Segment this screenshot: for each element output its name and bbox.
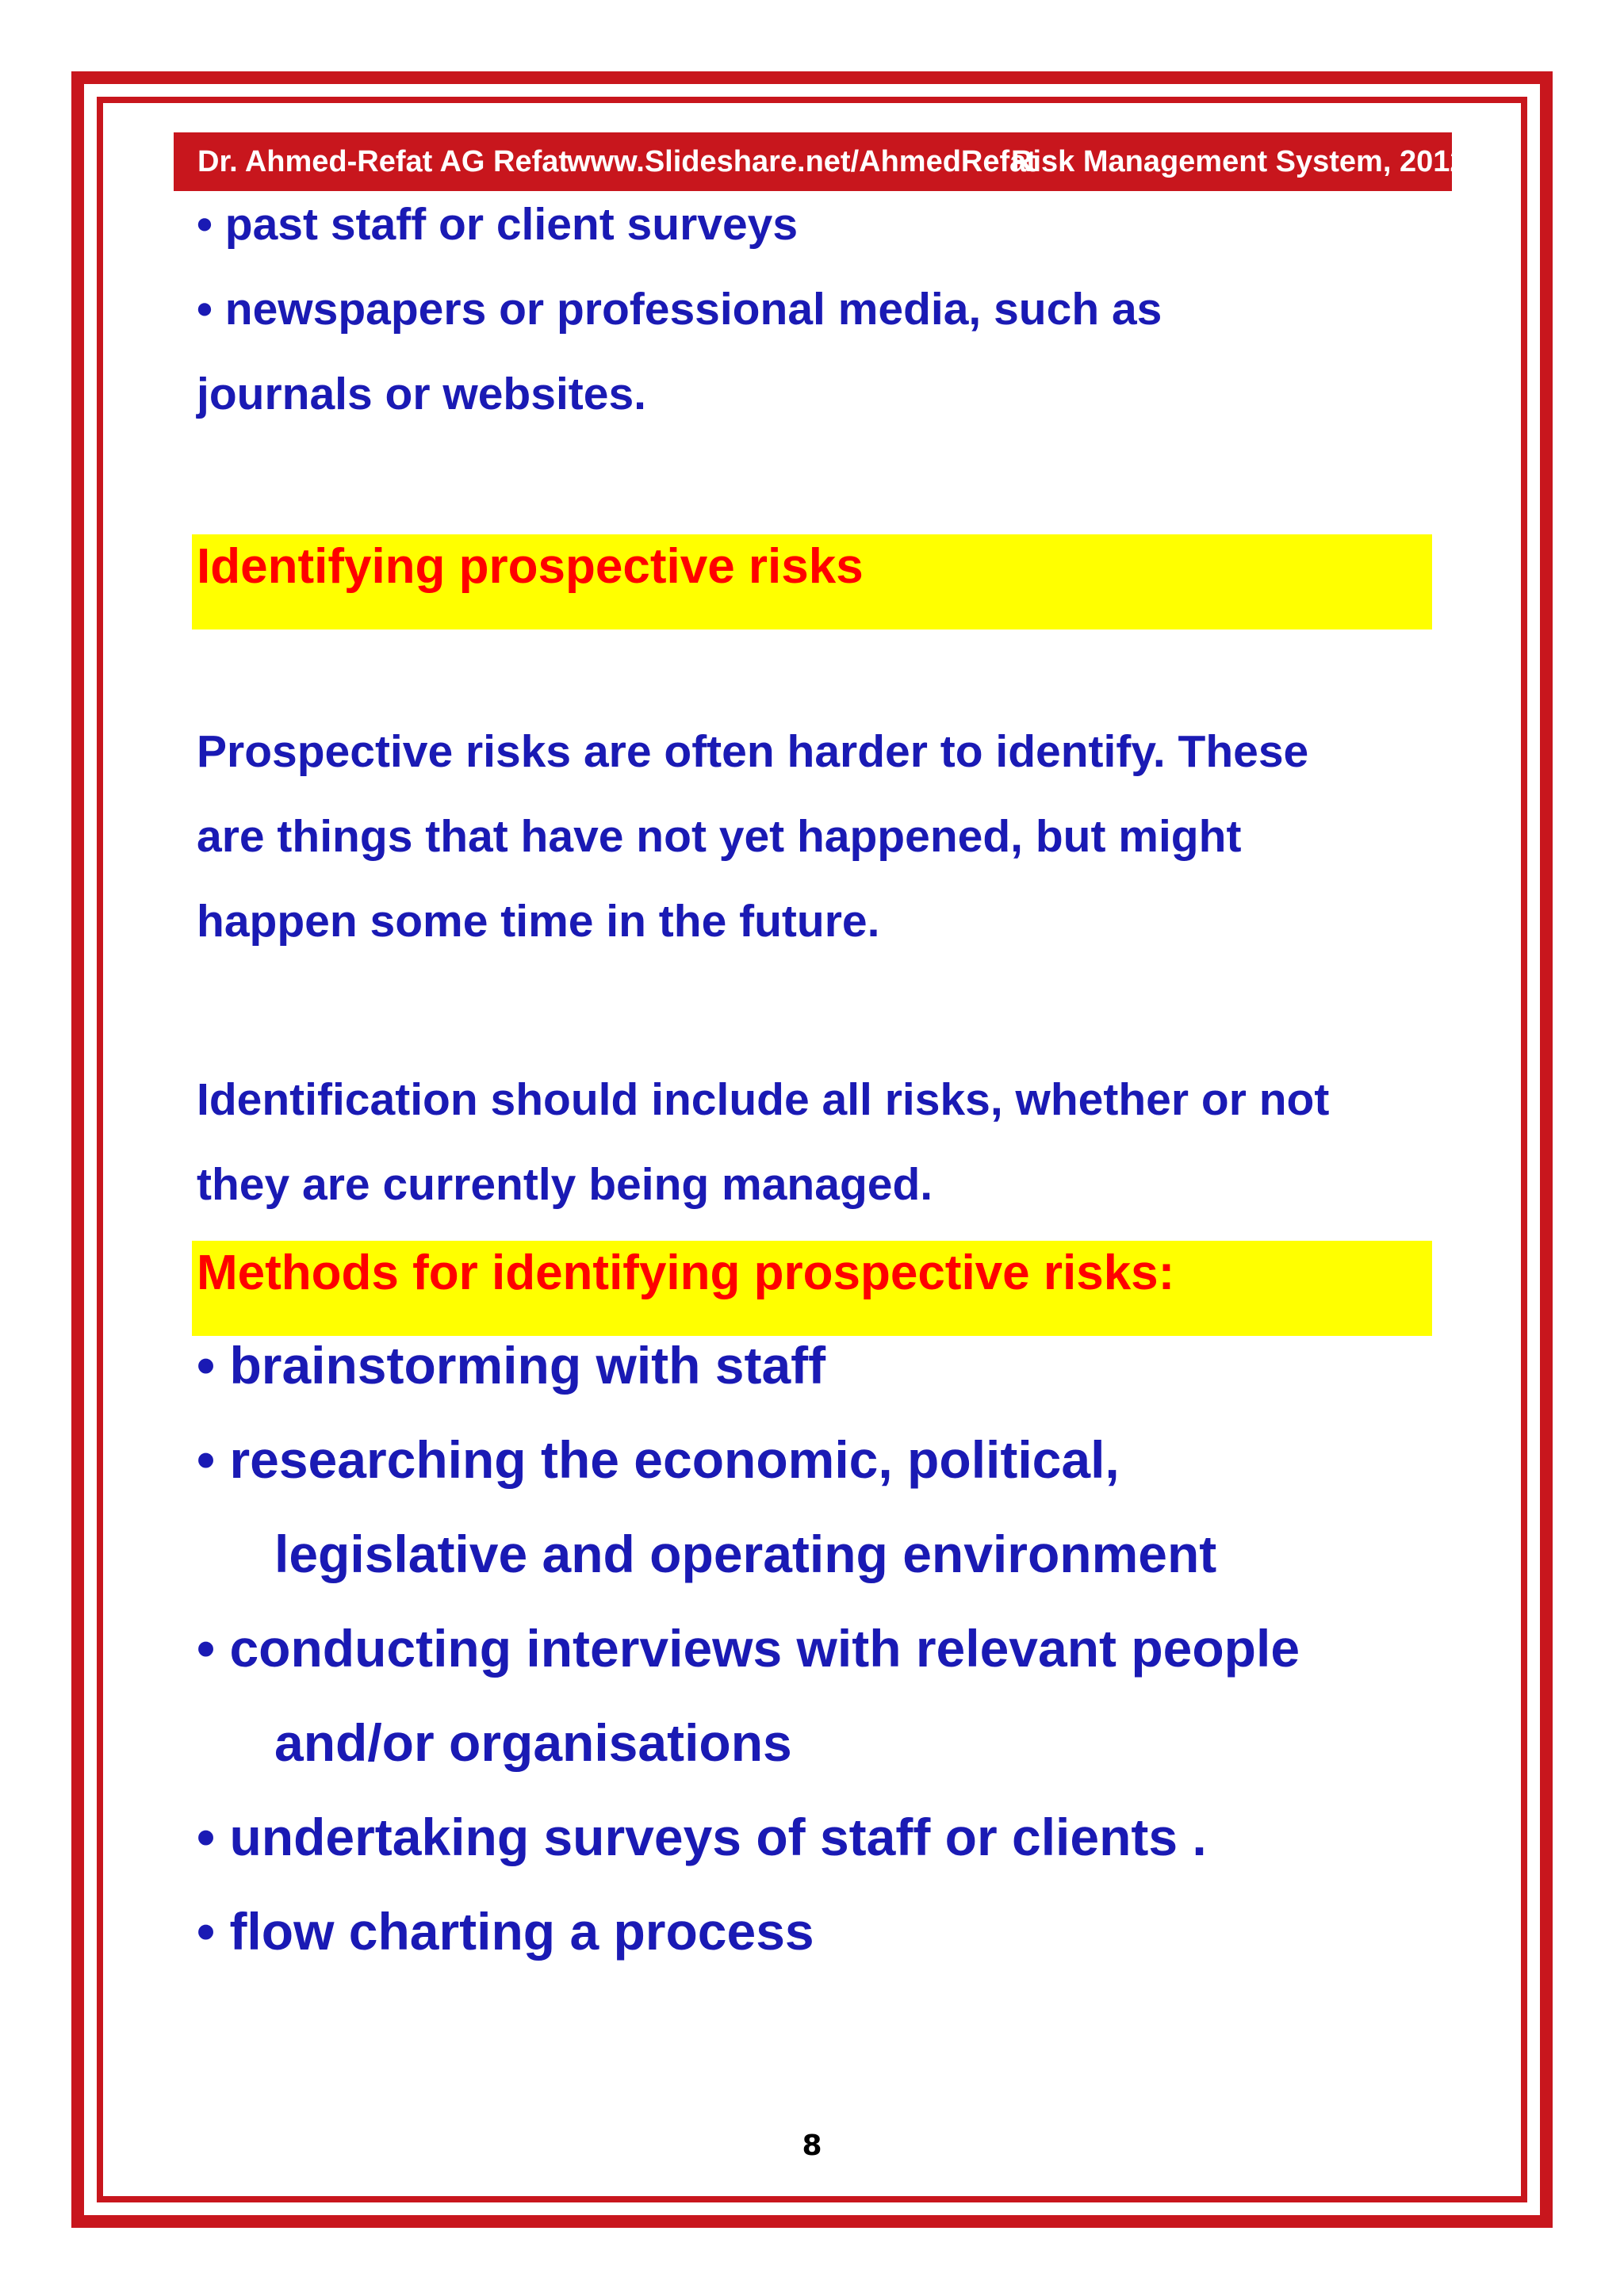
paragraph-line: Prospective risks are often harder to identify. These	[197, 726, 1309, 777]
method-bullet-continuation: legislative and operating environment	[274, 1525, 1217, 1583]
section-heading-methods: Methods for identifying prospective risks:	[197, 1246, 1175, 1300]
paragraph-line: happen some time in the future.	[197, 896, 880, 947]
paragraph-line: are things that have not yet happened, but might	[197, 811, 1242, 862]
bullet-newspapers-media: • newspapers or professional media, such as	[197, 284, 1162, 335]
method-bullet: • flow charting a process	[197, 1902, 814, 1961]
bullet-staff-client-surveys: • past staff or client surveys	[197, 199, 799, 250]
method-bullet-continuation: and/or organisations	[274, 1713, 792, 1772]
method-bullet: • researching the economic, political,	[197, 1430, 1120, 1489]
page-number: 8	[802, 2130, 822, 2162]
method-bullet: • brainstorming with staff	[197, 1336, 826, 1395]
method-bullet: • conducting interviews with relevant people	[197, 1619, 1300, 1678]
running-header	[174, 132, 1467, 191]
paragraph-line: they are currently being managed.	[197, 1159, 933, 1210]
method-bullet: • undertaking surveys of staff or clients .	[197, 1808, 1207, 1866]
header-website: www.Slideshare.net/AhmedRefat	[567, 145, 1036, 178]
bullet-continuation: journals or websites.	[197, 369, 646, 419]
section-heading-identifying: Identifying prospective risks	[197, 539, 864, 594]
header-author: Dr. Ahmed-Refat AG Refat	[197, 145, 569, 178]
header-doc-title: Risk Management System, 2012	[1011, 145, 1467, 178]
paragraph-line: Identification should include all risks, whether or not	[197, 1074, 1330, 1125]
